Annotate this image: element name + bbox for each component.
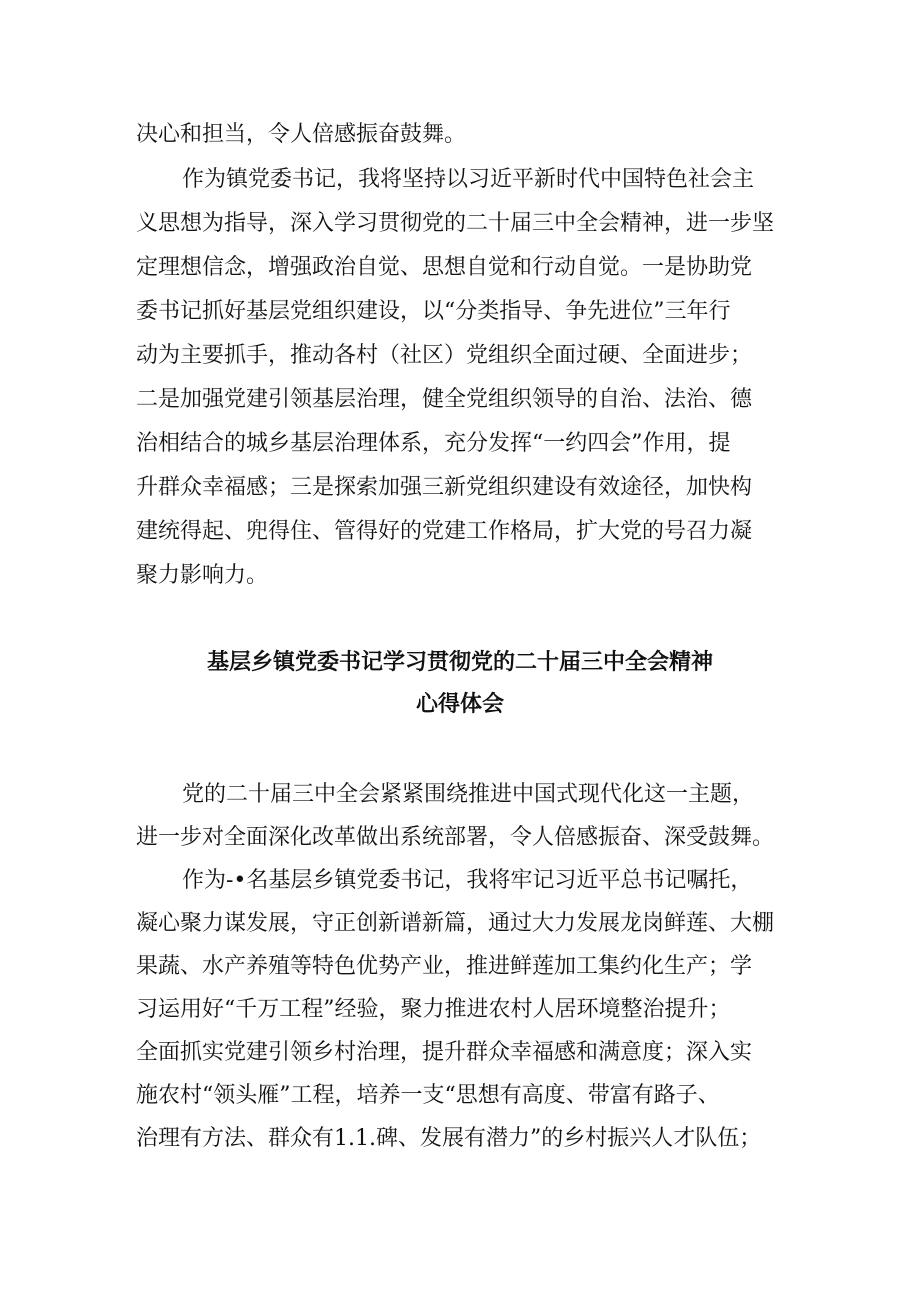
paragraph-2-line-10: 聚力影响力。 xyxy=(136,563,269,588)
paragraph-2-line-2: 义思想为指导，深入学习贯彻党的二十届三中全会精神，进一步坚 xyxy=(136,211,775,236)
paragraph-2-line-9: 建统得起、兜得住、管得好的党建工作格局，扩大党的号召力凝 xyxy=(136,519,753,544)
section-title-line-1: 基层乡镇党委书记学习贯彻党的二十届三中全会精神 xyxy=(206,650,713,675)
paragraph-2-line-5: 动为主要抓手，推动各村（社区）党组织全面过硬、全面进步； xyxy=(136,343,753,368)
paragraph-2-line-8: 升群众幸福感；三是探索加强三新党组织建设有效途径，加快构 xyxy=(136,475,753,500)
paragraph-4-line-6: 施农村“领头雁”工程，培养一支“思想有高度、带富有路子、 xyxy=(136,1083,720,1108)
paragraph-4-line-2: 凝心聚力谋发展，守正创新谱新篇，通过大力发展龙岗鲜莲、大棚 xyxy=(136,911,775,936)
paragraph-2-line-6: 二是加强党建引领基层治理，健全党组织领导的自治、法治、德 xyxy=(136,387,753,412)
paragraph-4-line-1: 作为-•名基层乡镇党委书记，我将牢记习近平总书记嘱托， xyxy=(182,868,753,893)
paragraph-3-line-2: 进一步对全面深化改革做出系统部署，令人倍感振奋、深受鼓舞。 xyxy=(136,825,775,850)
paragraph-1-line-1: 决心和担当，令人倍感振奋鼓舞。 xyxy=(136,122,467,147)
paragraph-2-line-3: 定理想信念，增强政治自觉、思想自觉和行动自觉。一是协助党 xyxy=(136,255,753,280)
paragraph-4-line-3: 果蔬、水产养殖等特色优势产业，推进鲜莲加工集约化生产；学 xyxy=(136,954,753,979)
paragraph-4-line-7: 治理有方法、群众有1.1.碑、发展有潜力”的乡村振兴人才队伍； xyxy=(136,1126,762,1151)
paragraph-2-line-7: 治相结合的城乡基层治理体系，充分发挥“一约四会”作用，提 xyxy=(136,431,731,456)
paragraph-3-line-1: 党的二十届三中全会紧紧围绕推进中国式现代化这一主题， xyxy=(182,782,755,807)
paragraph-2-line-1: 作为镇党委书记，我将坚持以习近平新时代中国特色社会主 xyxy=(182,167,755,192)
paragraph-4-line-4: 习运用好“千万工程”经验，聚力推进农村人居环境整治提升； xyxy=(136,997,731,1022)
paragraph-4-line-5: 全面抓实党建引领乡村治理，提升群众幸福感和满意度；深入实 xyxy=(136,1040,753,1065)
section-title-line-2: 心得体会 xyxy=(415,692,504,717)
paragraph-2-line-4: 委书记抓好基层党组织建设，以“分类指导、争先进位”三年行 xyxy=(136,299,731,324)
